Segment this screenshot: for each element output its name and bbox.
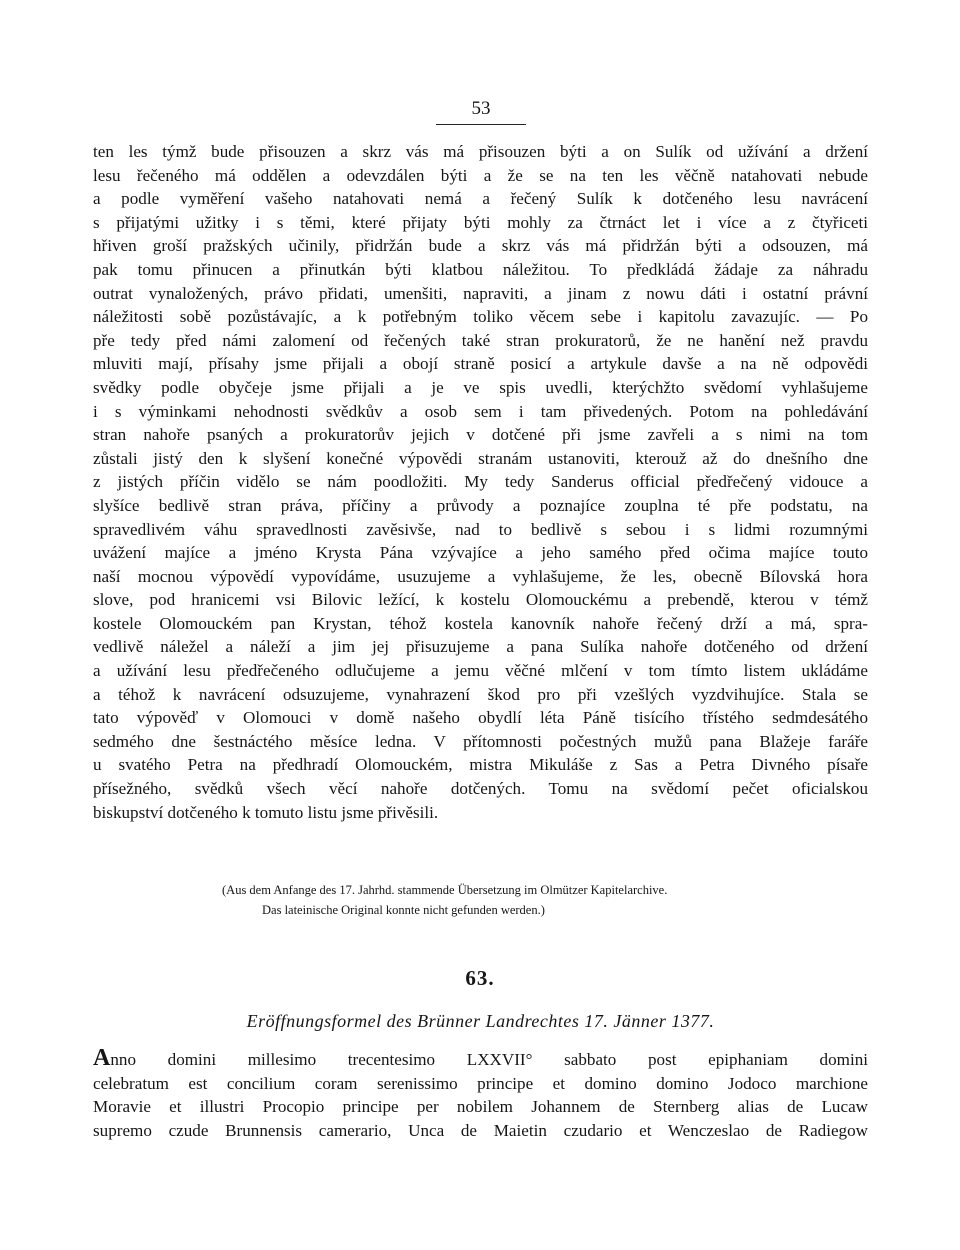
- latin-line: supremo czude Brunnensis camerario, Unca de Maietin czudario et Wenczeslao de Radiegow: [93, 1120, 868, 1140]
- text-line: pak tomu přinucen a přinutkán býti klatbou náležitou. To předkládá žádaje za náhradu: [93, 259, 868, 279]
- text-line: a užívání lesu předřečeného odlučujeme a jemu věčné mlčení v tom tímto listem ukládáme: [93, 661, 868, 681]
- header-rule: [436, 124, 526, 125]
- text-line: náležitosti sobě pozůstávajíc, a k potřebným toliko věcem sebe i kapitolu zavazujíc. — Po: [93, 307, 868, 327]
- latin-line: Moravie et illustri Procopio principe per nobilem Johannem de Sternberg alias de Lucaw: [93, 1097, 868, 1117]
- editorial-note: [222, 880, 862, 920]
- text-line: zůstali jistý den k slyšení konečné výpovědi stranám ustanoviti, kterouž až do dnešního dne: [93, 448, 868, 468]
- text-line: z jistých příčin vidělo se nám poodložiti. My tedy Sanderus official předřečený vidouce a: [93, 472, 868, 492]
- text-line: outrat vynaložených, právo přidati, umenšiti, napraviti, a jinam z nowu dáti i ostatní právní: [93, 283, 868, 303]
- editorial-note-line: Das lateinische Original konnte nicht gefunden werden.): [262, 903, 545, 917]
- text-line: přísežného, svědků všech věcí nahoře dotčených. Tomu na svědomí pečet oficialskou: [93, 779, 868, 799]
- latin-line: celebratum est concilium coram serenissimo principe et domino domino Jodoco marchione: [93, 1073, 868, 1093]
- text-line: naší mocnou výpovědí vypovídáme, usuzujeme a vyhlašujeme, že les, obecně Bílovská hora: [93, 566, 868, 586]
- text-line: biskupství dotčeného k tomuto listu jsme přivěsili.: [93, 802, 439, 822]
- text-line: uvážení majíce a jméno Krysta Pána vzývajíce a jeho samého před očima majíce touto: [93, 543, 868, 563]
- text-line: mluviti mají, přísahy jsme přijali a obojí straně posicí a artykule davše a na ně odpovědi: [93, 354, 868, 374]
- text-line: slyšíce bedlivě stran práva, příčiny a průvody a poznajíce zouplna té pře podstatu, na: [93, 495, 868, 515]
- czech-translation-text: [93, 140, 868, 824]
- text-line: tato výpověď v Olomouci v domě našeho obydlí léta Páně tisícího třístého sedmdesátého: [93, 708, 868, 728]
- text-line: hřiven groší pražských učinily, přidržán bude a skrz vás má přidržán býti a odsouzen, má: [93, 236, 868, 256]
- latin-text: [93, 1047, 868, 1142]
- text-line: stran nahoře psaných a prokuratorův jejich v dotčené při jsme zavřeli a s nimi na tom: [93, 425, 868, 445]
- text-line: lesu řečeného má oddělen a odevzdálen býti a že se na ten les věčně natahovati nebude: [93, 165, 868, 185]
- page-number: 53: [471, 98, 491, 119]
- document-title: Eröffnungsformel des Brünner Landrechtes 17. Jänner 1377.: [246, 1011, 715, 1031]
- text-line: ten les týmž bude přisouzen a skrz vás má přisouzen býti a on Sulík od užívání a držení: [93, 142, 868, 161]
- text-line: pře tedy před námi zalomení od řečených také stran prokuratorů, že ne hanění než pravdu: [93, 330, 868, 350]
- text-line: u svatého Petra na předhradí Olomouckém, mistra Mikuláše z Sas a Petra Divného písaře: [93, 755, 868, 775]
- text-line: i s výminkami nehodnosti svědkův a osob sem i tam přivedených. Potom na pohledávání: [93, 401, 868, 421]
- latin-line: [93, 1047, 868, 1072]
- text-line: slove, pod hranicemi vsi Bilovic ležící, k kostelu Olomouckému a prebendě, kterou v témž: [93, 590, 868, 610]
- text-line: a téhož k navrácení odsuzujeme, vynahrazení škod pro při vzešlých vyzdvihujíce. Stala se: [93, 684, 868, 704]
- text-line: a podle vyměření vašeho natahovati nemá a řečený Sulík k dotčeného lesu navrácení: [93, 189, 868, 209]
- text-line: vedlivě náležel a náleží a jim jej přisuzujeme a pana Sulíka nahoře dotčeného od držení: [93, 637, 868, 657]
- text-line: spravedlivém váhu spravedlnosti zavěsivše, nad to bedlivě s sebou i s lidmi rozumnými: [93, 519, 868, 539]
- text-line: svědky podle obyčeje jsme přijali a je ve spis uvedli, kterýchžto svědomí vyhlašujeme: [93, 377, 868, 397]
- text-line: kostele Olomouckém pan Krystan, téhož kostela kanovník nahoře řečený drží a má, spra-: [93, 613, 868, 633]
- editorial-note-line: (Aus dem Anfange des 17. Jahrhd. stammende Übersetzung im Olmützer Kapitelarchive.: [222, 883, 668, 897]
- latin-line-text: nno domini millesimo trecentesimo LXXVII° sabbato post epiphaniam domini: [110, 1050, 868, 1069]
- document-number: 63.: [465, 966, 495, 990]
- initial-letter: A: [93, 1045, 111, 1071]
- text-line: s přijatými užitky i s těmi, které přijaty býti mohly za čtrnáct let i více a z čtyřiceti: [93, 212, 868, 232]
- text-line: sedmého dne šestnáctého měsíce ledna. V přítomnosti počestných mužů pana Blažeje faráře: [93, 731, 868, 751]
